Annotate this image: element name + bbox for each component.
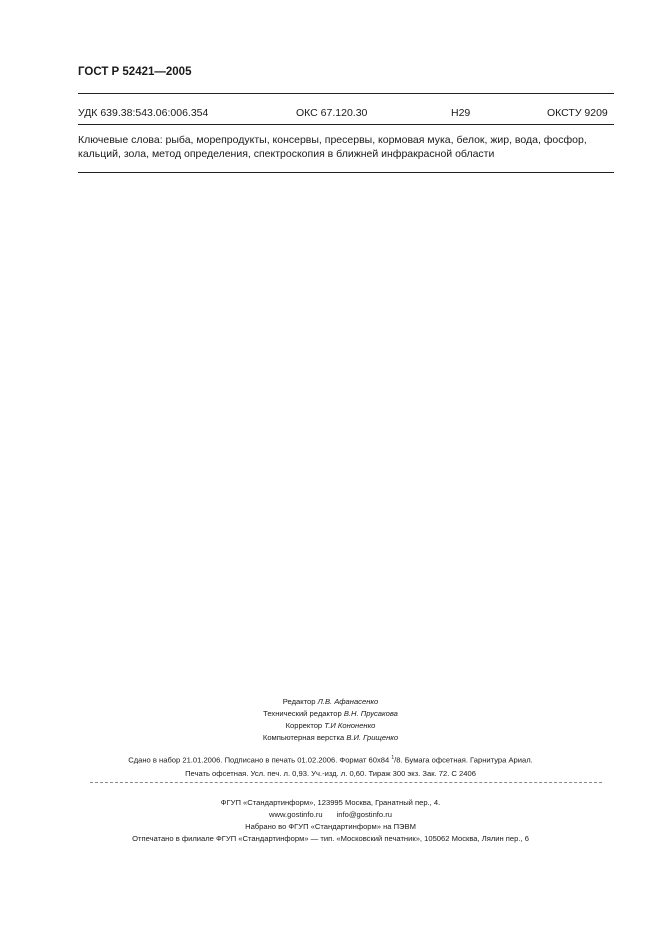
credit-tech-editor: Технический редактор В.Н. Прусакова bbox=[263, 709, 398, 718]
imprint-line: Печать офсетная. Усл. печ. л. 0,93. Уч.-изд. л. 0,60. Тираж 300 экз. Зак. 72. С 2406 bbox=[185, 768, 476, 778]
keywords-line: Ключевые слова: рыба, морепродукты, консервы, пресервы, кормовая мука, белок, жир, вода, фосфор, bbox=[78, 134, 587, 146]
oks-code: ОКС 67.120.30 bbox=[296, 107, 368, 119]
group-code: Н29 bbox=[451, 107, 471, 119]
imprint-line: Сдано в набор 21.01.2006. Подписано в печать 01.02.2006. Формат 60x84 $^1$/8. Бумага офсетная. Гарнитура Ариал. bbox=[128, 755, 533, 765]
imprint-divider bbox=[90, 782, 602, 783]
credit-layout: Компьютерная верстка В.И. Грищенко bbox=[262, 733, 399, 742]
publisher-printed: Отпечатано в филиале ФГУП «Стандартинформ» — тип. «Московский печатник», 105062 Москва, Лялин пер., 6 bbox=[132, 834, 529, 843]
header-rule bbox=[78, 93, 614, 94]
keywords-block bbox=[78, 133, 618, 161]
email-link[interactable]: info@gostinfo.ru bbox=[336, 810, 393, 819]
classification-rule bbox=[78, 124, 614, 125]
keywords-rule bbox=[78, 172, 614, 173]
credit-proofreader: Корректор Т.И Кононенко bbox=[285, 721, 376, 730]
keywords-line: кальций, зола, метод определения, спектроскопия в ближней инфракрасной области bbox=[78, 148, 495, 160]
website-link[interactable]: www.gostinfo.ru bbox=[268, 810, 323, 819]
okstu-code: ОКСТУ 9209 bbox=[547, 107, 608, 119]
imprint-block bbox=[0, 752, 661, 780]
document-header: ГОСТ Р 52421—2005 bbox=[78, 66, 192, 78]
publisher-block bbox=[0, 797, 661, 845]
udk-code: УДК 639.38:543.06:006.354 bbox=[78, 107, 209, 119]
credits-block bbox=[0, 696, 661, 744]
publisher-address: ФГУП «Стандартинформ», 123995 Москва, Гранатный пер., 4. bbox=[220, 798, 441, 807]
credit-editor: Редактор Л.В. Афанасенко bbox=[282, 697, 379, 706]
publisher-typeset: Набрано во ФГУП «Стандартинформ» на ПЭВМ bbox=[245, 822, 416, 831]
publisher-contacts bbox=[0, 809, 661, 821]
